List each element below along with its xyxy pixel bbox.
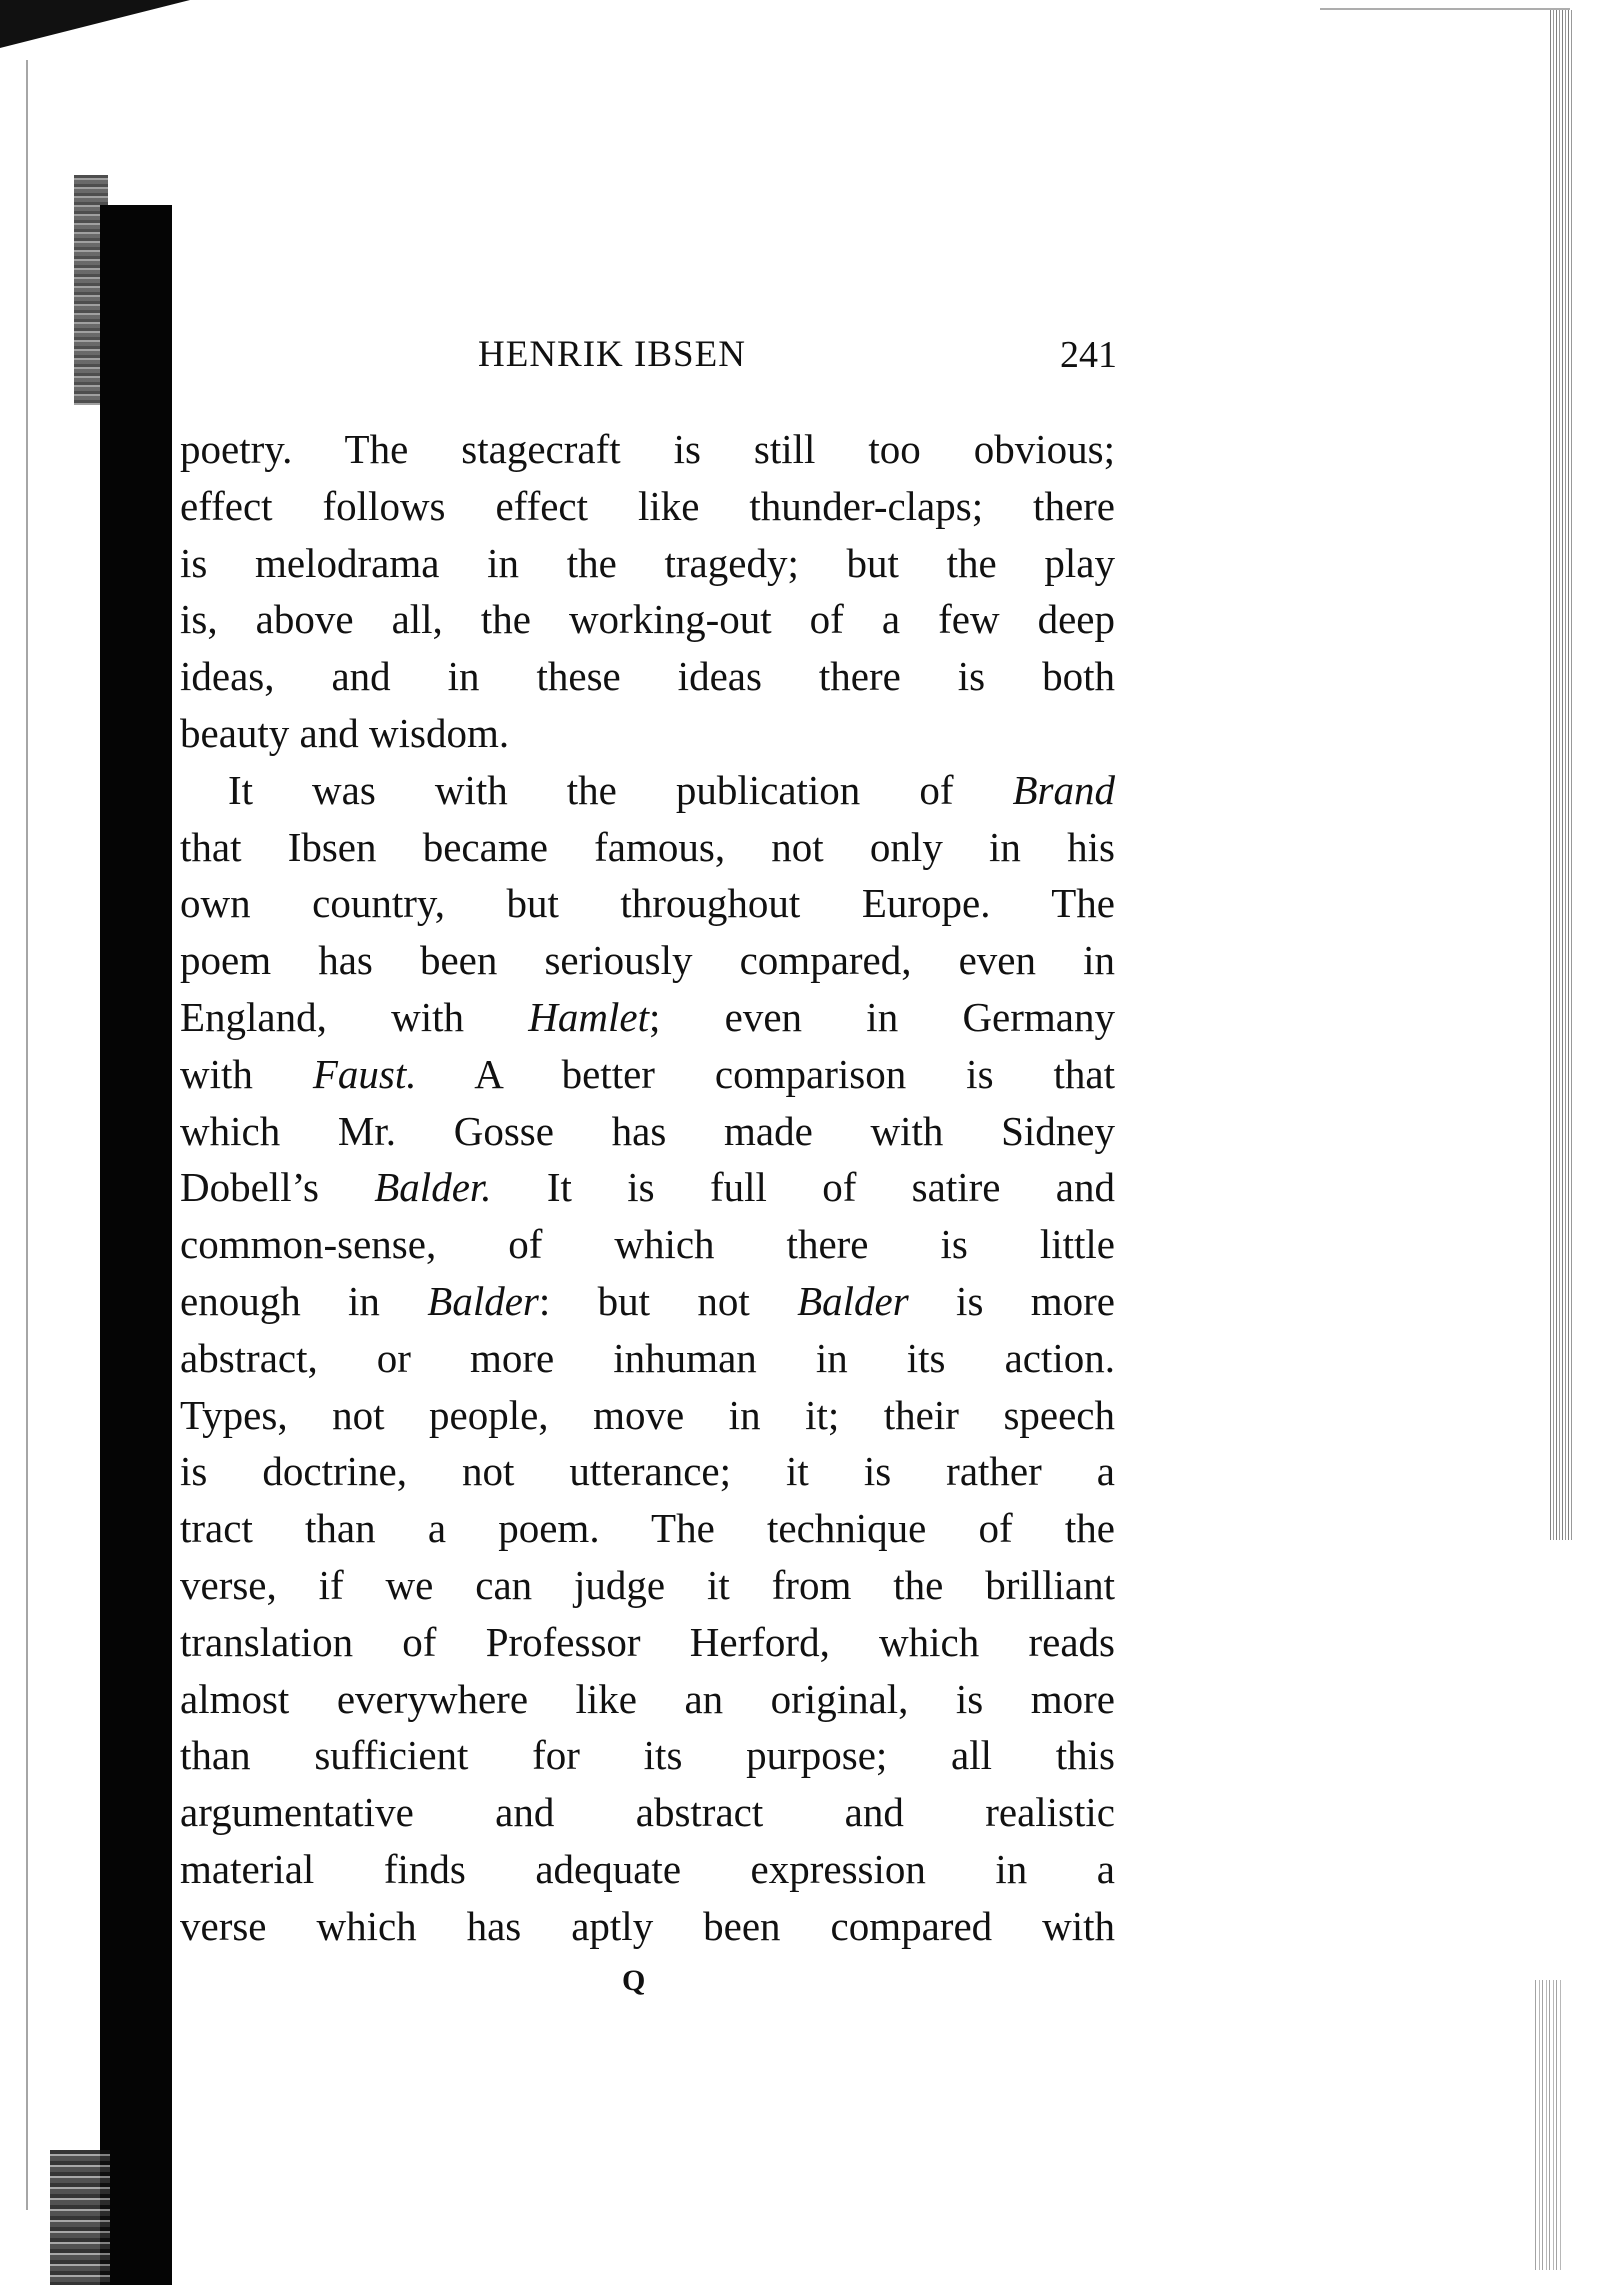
- text-line: [180, 1784, 1115, 1841]
- text-run: with: [180, 1050, 313, 1097]
- text-line: [180, 1046, 1115, 1103]
- text-line: [180, 989, 1115, 1046]
- text-line: [180, 1216, 1115, 1273]
- italic-title: Faust.: [312, 1050, 417, 1097]
- body-text: [180, 421, 1115, 1955]
- text-line: [180, 875, 1115, 932]
- text-line: [180, 1443, 1115, 1500]
- text-run: ideas, and in these ideas there is both: [180, 653, 1115, 700]
- text-run: is melodrama in the tragedy; but the play: [180, 539, 1115, 586]
- text-line: [180, 1273, 1115, 1330]
- running-title: HENRIK IBSEN: [478, 334, 746, 375]
- text-run: England, with: [180, 993, 529, 1040]
- text-line: [180, 1671, 1115, 1728]
- italic-title: Brand: [1012, 766, 1115, 813]
- text-run: tract than a poem. The technique of the: [180, 1505, 1115, 1552]
- text-line: [180, 705, 1115, 762]
- text-run: It is full of satire and: [491, 1164, 1115, 1211]
- text-run: common-sense, of which there is little: [180, 1221, 1115, 1268]
- text-line: [180, 591, 1115, 648]
- text-line: [180, 1103, 1115, 1160]
- text-line: [180, 648, 1115, 705]
- text-line: [180, 762, 1115, 819]
- text-line: [180, 1500, 1115, 1557]
- text-run: Types, not people, move in it; their speech: [180, 1391, 1115, 1438]
- text-run: is more: [908, 1277, 1115, 1324]
- text-line: [180, 1387, 1115, 1444]
- scan-right-top-line: [1320, 8, 1570, 10]
- text-line: [180, 1614, 1115, 1671]
- text-line: [180, 1727, 1115, 1784]
- text-run: than sufficient for its purpose; all this: [180, 1732, 1115, 1779]
- text-line: [180, 1557, 1115, 1614]
- text-line: [180, 1159, 1115, 1216]
- text-run: effect follows effect like thunder-claps; there: [180, 482, 1115, 529]
- text-run: own country, but throughout Europe. The: [180, 880, 1115, 927]
- text-run: poetry. The stagecraft is still too obvious;: [180, 426, 1115, 472]
- text-run: Dobell’s: [180, 1164, 375, 1211]
- text-run: A better comparison is that: [416, 1050, 1115, 1097]
- text-line: [180, 1841, 1115, 1898]
- text-line: [180, 932, 1115, 989]
- page-number: 241: [1060, 334, 1117, 376]
- text-run: argumentative and abstract and realistic: [180, 1789, 1115, 1836]
- text-run: is, above all, the working-out of a few deep: [180, 596, 1115, 643]
- text-run: poem has been seriously compared, even in: [180, 937, 1115, 984]
- italic-title: Balder.: [374, 1164, 492, 1211]
- text-run: almost everywhere like an original, is more: [180, 1675, 1115, 1722]
- text-run: : but not: [538, 1277, 798, 1324]
- italic-title: Hamlet: [528, 993, 649, 1040]
- text-run: beauty and wisdom.: [180, 709, 510, 756]
- text-line: [180, 478, 1115, 535]
- scan-corner-mark: [0, 0, 190, 48]
- scan-page-edge-right: [1550, 10, 1572, 1540]
- text-line: [180, 1898, 1115, 1955]
- text-run: which Mr. Gosse has made with Sidney: [180, 1107, 1115, 1154]
- text-line: [180, 819, 1115, 876]
- text-run: verse, if we can judge it from the brilliant: [180, 1561, 1115, 1608]
- text-run: abstract, or more inhuman in its action.: [180, 1334, 1115, 1381]
- scan-binding-edge: [100, 205, 172, 2285]
- text-line: [180, 1330, 1115, 1387]
- text-run: translation of Professor Herford, which reads: [180, 1618, 1115, 1665]
- text-run: material finds adequate expression in a: [180, 1845, 1115, 1892]
- scan-left-line: [26, 60, 28, 2210]
- text-line: [180, 421, 1115, 478]
- scan-page-edge-right-bottom: [1535, 1980, 1561, 2270]
- italic-title: Balder: [427, 1277, 539, 1324]
- text-run: is doctrine, not utterance; it is rather a: [180, 1448, 1115, 1495]
- text-line: [180, 535, 1115, 592]
- italic-title: Balder: [797, 1277, 909, 1324]
- text-run: enough in: [180, 1277, 428, 1324]
- signature-mark: Q: [622, 1964, 646, 1997]
- text-run: that Ibsen became famous, not only in his: [180, 823, 1115, 870]
- text-run: It was with the publication of: [228, 766, 1013, 813]
- text-run: verse which has aptly been compared with: [180, 1902, 1115, 1949]
- text-run: ; even in Germany: [649, 993, 1115, 1040]
- scan-binding-edge-bottom: [50, 2150, 110, 2285]
